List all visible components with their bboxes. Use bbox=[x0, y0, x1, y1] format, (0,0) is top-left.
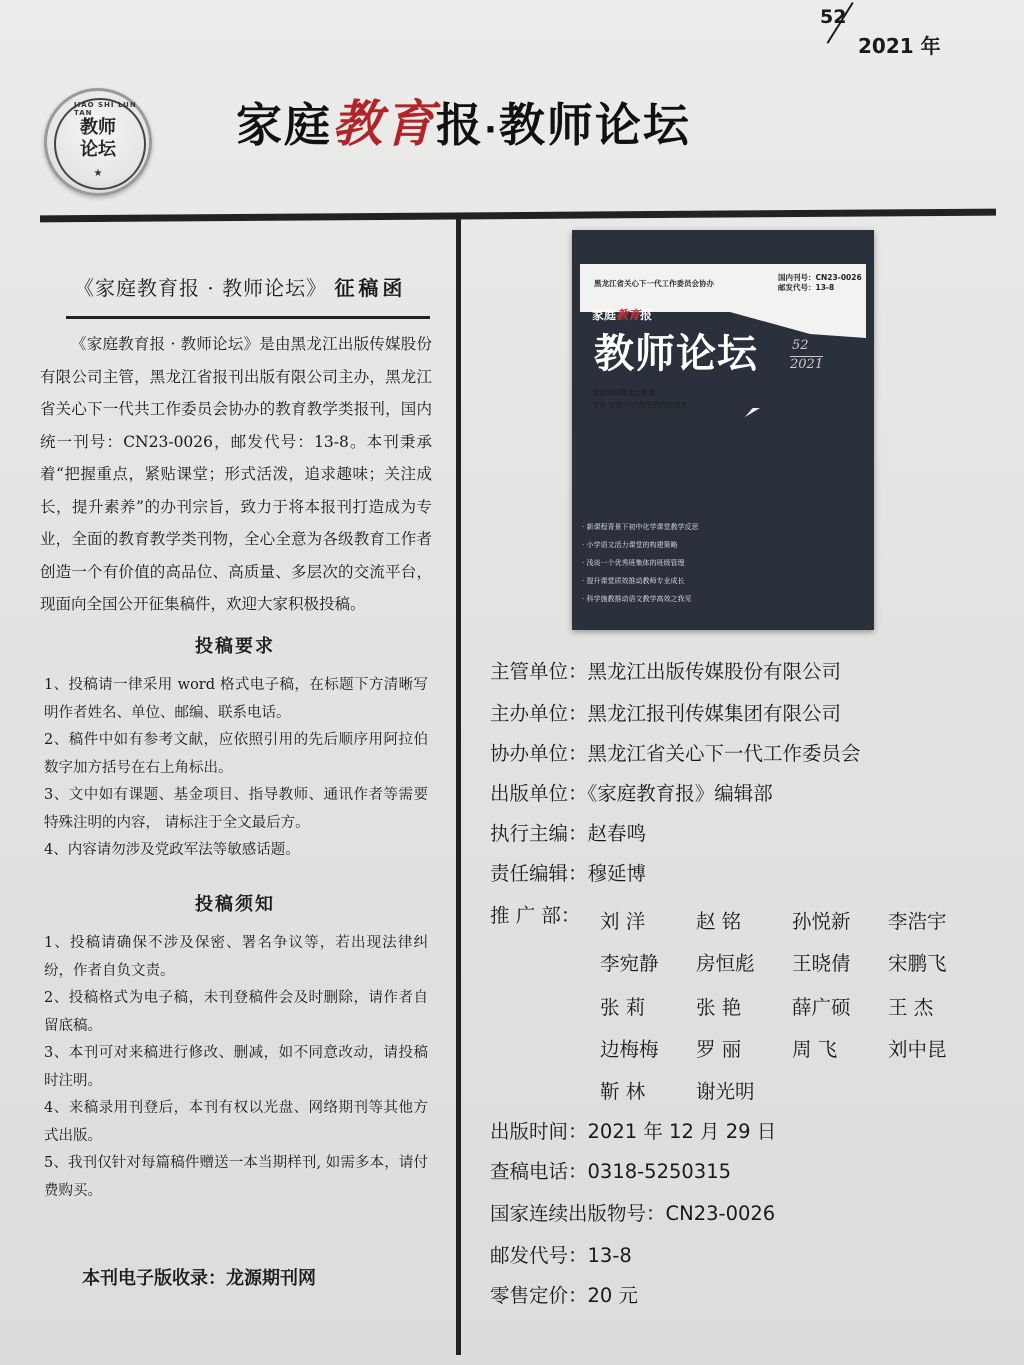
cover-top-band bbox=[580, 238, 866, 264]
notice-heading: 投稿须知 bbox=[195, 894, 275, 915]
cover-sub2: 教育 bbox=[616, 308, 641, 322]
promo-name: 周 飞 bbox=[792, 1038, 838, 1061]
promo-name: 张 艳 bbox=[696, 996, 742, 1019]
list-item: 1、投稿请一律采用 word 格式电子稿，在标题下方清晰写明作者姓名、单位、邮编、联系电话。 bbox=[44, 677, 428, 721]
cover-tag1: 龙源期刊网全文收录 bbox=[592, 389, 655, 397]
list-item: 2、投稿格式为电子稿，未刊登稿件会及时删除，请作者自留底稿。 bbox=[44, 990, 428, 1034]
info-value: 20 元 bbox=[587, 1284, 639, 1307]
cover-item: · 小学语文活力课堂的构建策略 bbox=[582, 541, 678, 549]
info-value: 2021 年 12 月 29 日 bbox=[587, 1120, 777, 1143]
info-label: 出版单位： bbox=[490, 782, 588, 805]
info-label: 出版时间： bbox=[490, 1120, 588, 1143]
cover-item: · 科学施教推动语文教学高效之我见 bbox=[582, 595, 692, 603]
info-value: 穆延博 bbox=[587, 862, 647, 885]
cover-item: · 提升课堂质效推动教师专业成长 bbox=[582, 577, 685, 585]
promo-name: 薛广硕 bbox=[792, 996, 851, 1019]
logo-line1: 教师 bbox=[80, 117, 116, 138]
digital-edition-note: 本刊电子版收录：龙源期刊网 bbox=[82, 1268, 316, 1289]
notice-list bbox=[44, 930, 428, 1205]
info-value: 黑龙江出版传媒股份有限公司 bbox=[587, 660, 842, 683]
info-value: 黑龙江报刊传媒集团有限公司 bbox=[587, 702, 842, 725]
info-label: 执行主编： bbox=[490, 822, 588, 845]
info-pub-date bbox=[490, 1116, 980, 1144]
cover-sub1: 家庭 bbox=[592, 308, 617, 322]
promo-row bbox=[600, 906, 984, 934]
list-item: 5、我刊仅针对每篇稿件赠送一本当期样刊, 如需多本，请付费购买。 bbox=[44, 1155, 428, 1199]
cover-image bbox=[572, 230, 874, 630]
logo-emblem bbox=[44, 88, 152, 196]
list-item: 3、本刊可对来稿进行修改、删减，如不同意改动，请投稿时注明。 bbox=[44, 1045, 428, 1089]
requirements-heading: 投稿要求 bbox=[195, 636, 275, 657]
list-item: 2、稿件中如有参考文献，应依照引用的先后顺序用阿拉伯数字加方括号在右上角标出。 bbox=[44, 732, 428, 776]
info-label: 责任编辑： bbox=[490, 862, 588, 885]
promo-name: 靳 林 bbox=[600, 1080, 646, 1103]
promo-row bbox=[600, 1076, 792, 1104]
call-title-suffix: 征稿函 bbox=[334, 276, 407, 300]
info-postal-code bbox=[490, 1240, 980, 1268]
info-value: 《家庭教育报》编辑部 bbox=[587, 782, 773, 805]
promo-name: 赵 铭 bbox=[696, 910, 742, 933]
promo-row bbox=[600, 1034, 984, 1062]
list-item: 4、内容请勿涉及党政军法等敏感话题。 bbox=[44, 842, 300, 858]
promo-row bbox=[600, 948, 984, 976]
logo-line2: 论坛 bbox=[80, 139, 116, 160]
column-divider bbox=[456, 215, 461, 1355]
promo-name: 王晓倩 bbox=[792, 952, 851, 975]
cover-item: · 新课程背景下初中化学课堂教学反思 bbox=[582, 523, 699, 531]
top-divider bbox=[40, 209, 996, 223]
call-title-rule bbox=[66, 316, 430, 319]
info-label: 查稿电话： bbox=[490, 1160, 588, 1183]
info-sponsor bbox=[490, 698, 980, 726]
masthead-title bbox=[236, 84, 691, 156]
promo-row bbox=[600, 992, 984, 1020]
info-price bbox=[490, 1280, 980, 1308]
info-value: 赵春鸣 bbox=[587, 822, 647, 845]
info-label: 零售定价： bbox=[490, 1284, 588, 1307]
info-label: 协办单位： bbox=[490, 742, 588, 765]
cover-item: · 浅谈一个优秀班集体的班级管理 bbox=[582, 559, 685, 567]
promo-name: 边梅梅 bbox=[600, 1038, 659, 1061]
promo-name: 谢光明 bbox=[696, 1080, 755, 1103]
info-publisher bbox=[490, 778, 980, 806]
promo-name: 孙悦新 bbox=[792, 910, 851, 933]
masthead-dot: · bbox=[484, 110, 499, 150]
requirements-list bbox=[44, 672, 428, 865]
call-intro: 《家庭教育报 · 教师论坛》是由黑龙江出版传媒股份有限公司主管，黑龙江省报刊出版有限公司主办，黑龙江省关心下一代共工作委员会协办的教育教学类报刊，国内统一刊号：CN23-0026，邮发代号：13-8。本刊秉承着“把握重点，紧贴课堂；形式活泼，追求趣味；关注成长，提升素养”的办刊宗旨，致力于将本报刊打造成为专业，全面的教育教学类刊物，全心全意为各级教育工作者创造一个有价值的高品位、高质量、多层次的交流平台，现面向全国公开征集稿件，欢迎大家积极投稿。 bbox=[40, 335, 432, 613]
info-value: CN23-0026 bbox=[665, 1202, 776, 1225]
masthead-part3: 报 bbox=[436, 98, 484, 152]
issue-year: 2021 年 bbox=[858, 34, 941, 58]
info-label: 国家连续出版物号： bbox=[490, 1202, 666, 1225]
list-item: 3、文中如有课题、基金项目、指导教师、通讯作者等需要特殊注明的内容， 请标注于全文最后方。 bbox=[44, 787, 428, 831]
promo-name: 张 莉 bbox=[600, 996, 646, 1019]
info-co-sponsor bbox=[490, 738, 980, 766]
list-item: 4、来稿录用刊登后，本刊有权以光盘、网络期刊等其他方式出版。 bbox=[44, 1100, 428, 1144]
promo-name: 王 杰 bbox=[888, 996, 934, 1019]
info-phone bbox=[490, 1156, 980, 1184]
promo-name: 刘 洋 bbox=[600, 910, 646, 933]
cover-code2: 邮发代号：13-8 bbox=[778, 283, 835, 292]
info-value: 13-8 bbox=[587, 1244, 632, 1267]
cover-sub3: 报 bbox=[640, 308, 653, 322]
masthead-part2: 教育 bbox=[332, 94, 436, 153]
info-editor bbox=[490, 858, 980, 886]
masthead-part1: 家庭 bbox=[236, 98, 332, 152]
info-label: 主办单位： bbox=[490, 702, 588, 725]
star-icon: ★ bbox=[93, 168, 103, 179]
cover-org: 黑龙江省关心下一代工作委员会协办 bbox=[594, 279, 714, 288]
logo-arc-text: JIAO SHI LUN TAN bbox=[74, 101, 137, 117]
info-serial-number bbox=[490, 1198, 980, 1226]
cover-issue: 52 bbox=[792, 338, 809, 353]
list-item: 1、投稿请确保不涉及保密、署名争议等，若出现法律纠纷，作者自负文责。 bbox=[44, 935, 428, 979]
issue-number: 52 bbox=[820, 6, 847, 28]
promo-name: 刘中昆 bbox=[888, 1038, 947, 1061]
cover-tag2: 专业 全面 广大师生的良师益友 bbox=[592, 401, 688, 409]
info-value: 黑龙江省关心下一代工作委员会 bbox=[587, 742, 861, 765]
info-promo-label: 推 广 部： bbox=[490, 904, 581, 927]
cover-code1: 国内刊号：CN23-0026 bbox=[778, 273, 862, 282]
masthead-part4: 教师论坛 bbox=[498, 98, 691, 152]
cover-subtitle bbox=[592, 306, 652, 323]
cover-title: 教师论坛 bbox=[594, 331, 758, 377]
promo-name: 罗 丽 bbox=[696, 1038, 742, 1061]
info-exec-editor bbox=[490, 818, 980, 846]
promo-name: 房恒彪 bbox=[696, 952, 755, 975]
info-supervisor bbox=[490, 656, 980, 684]
info-value: 0318-5250315 bbox=[587, 1160, 732, 1183]
promo-name: 李浩宇 bbox=[888, 910, 947, 933]
call-title bbox=[74, 272, 406, 301]
promo-name: 李宛静 bbox=[600, 952, 659, 975]
cover-year: 2021 bbox=[790, 357, 824, 372]
info-label: 主管单位： bbox=[490, 660, 588, 683]
info-label: 邮发代号： bbox=[490, 1244, 588, 1267]
promo-name: 宋鹏飞 bbox=[888, 952, 947, 975]
call-title-journal: 《家庭教育报 · 教师论坛》 bbox=[74, 276, 328, 300]
